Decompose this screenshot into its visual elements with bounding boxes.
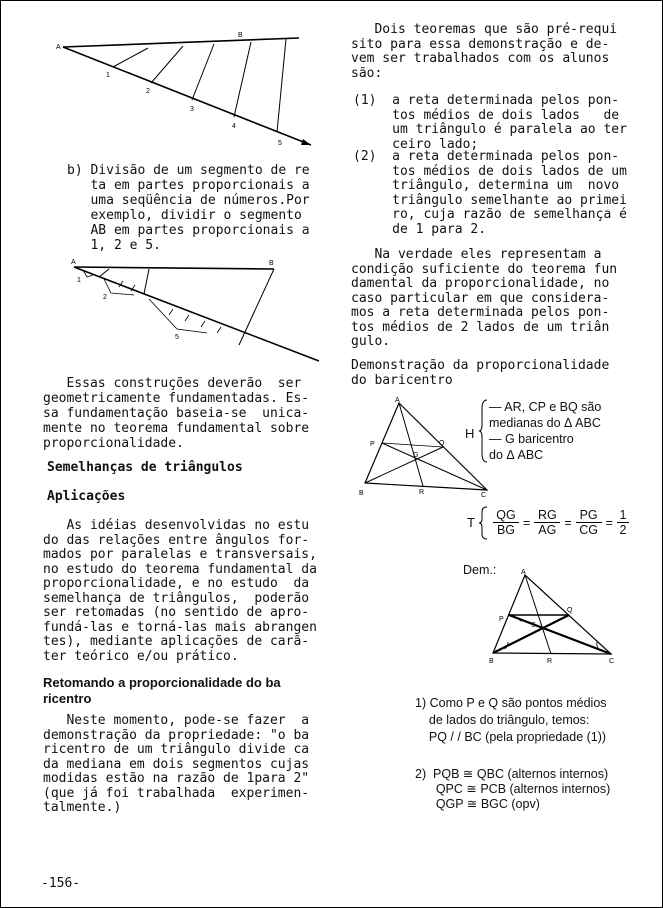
text-line: (1) a reta determinada pelos pon- bbox=[353, 93, 620, 108]
text-line: proporcionalidade. bbox=[43, 436, 184, 451]
tri2-label-b: B bbox=[489, 658, 494, 665]
step-line: QGP ≅ BGC (opv) bbox=[415, 797, 540, 811]
dem-label: Dem.: bbox=[463, 563, 497, 577]
heading-line: Retomando a proporcionalidade do ba bbox=[43, 675, 281, 690]
text-line: Na verdade eles representam a bbox=[351, 247, 602, 262]
text-line: b) Divisão de um segmento de re bbox=[67, 163, 310, 178]
tri1-label-g: G bbox=[413, 452, 419, 459]
text-line: tos médios de dois lados de bbox=[353, 107, 620, 123]
fraction-one-half bbox=[617, 508, 629, 537]
text-line: tes), mediante aplicações de carã- bbox=[43, 634, 310, 649]
text-line: demonstração da propriedade: "o ba bbox=[43, 727, 310, 743]
fraction-rg-ag bbox=[534, 508, 560, 537]
text-line: tos médios de 2 lados de um triân bbox=[351, 319, 610, 335]
figure-segment-division-1 bbox=[56, 29, 336, 159]
text-line: AB em partes proporcionais a bbox=[67, 223, 310, 238]
tri2-label-c: C bbox=[609, 658, 615, 665]
text-line: mente no teorema fundamental sobre bbox=[43, 421, 310, 436]
fraction-numerator: 1 bbox=[619, 508, 627, 522]
text-line: caso particular em que considera- bbox=[351, 290, 610, 306]
text-line: modidas estão na razão de 1para 2" bbox=[43, 771, 310, 786]
text-line: proporcionalidade, e no estudo da bbox=[43, 576, 310, 591]
text-line: sito para essa demonstração e de- bbox=[351, 36, 610, 52]
text-line: ricentro de um triângulo divide ca bbox=[43, 742, 310, 757]
text-line: condição suficiente do teorema fun bbox=[351, 261, 618, 277]
tri2-label-r: R bbox=[547, 658, 553, 665]
fraction-denominator: CG bbox=[579, 523, 598, 537]
equals-sign: = bbox=[523, 515, 531, 530]
step-line: 1) Como P e Q são pontos médios bbox=[415, 696, 607, 710]
tri2-label-q: Q bbox=[567, 607, 573, 614]
text-line: no estudo do teorema fundamental da bbox=[43, 561, 317, 577]
text-line: ser retomadas (no sentido de apro- bbox=[43, 605, 310, 620]
demonstration-step-2 bbox=[415, 767, 610, 812]
heading-aplicacoes: Aplicações bbox=[47, 489, 126, 504]
fig1-tick-5: 5 bbox=[278, 140, 282, 147]
text-line: um triângulo é paralela ao ter bbox=[353, 122, 627, 137]
hypothesis-line: — AR, CP e BQ são bbox=[489, 400, 602, 414]
fig2-tick-1: 1 bbox=[77, 277, 81, 284]
tri1-label-a: A bbox=[395, 397, 400, 404]
hypothesis-letter: H bbox=[465, 426, 475, 441]
text-line: ceiro lado; bbox=[353, 136, 479, 152]
text-line: do das relações entre ângulos for- bbox=[43, 532, 310, 548]
equals-sign: = bbox=[564, 515, 572, 530]
hypothesis-text bbox=[489, 399, 601, 463]
thesis-equation bbox=[493, 508, 629, 537]
text-line: da mediana em dois segmentos cujas bbox=[43, 756, 310, 772]
text-line: (2) a reta determinada pelos pon- bbox=[353, 149, 620, 164]
text-line: ro, cuja razão de semelhança é bbox=[353, 207, 627, 222]
heading-retomando bbox=[43, 675, 281, 707]
text-line: semelhança de triângulos, poderão bbox=[43, 590, 310, 606]
fraction-qg-bg bbox=[493, 508, 519, 537]
fig1-tick-1: 1 bbox=[106, 72, 110, 79]
fraction-denominator: 2 bbox=[619, 523, 627, 537]
tri2-label-s: S bbox=[531, 622, 536, 629]
text-line: fundá-las e torná-las mais abrangen bbox=[43, 619, 317, 635]
fig2-label-a: A bbox=[71, 259, 76, 266]
demonstration-step-1 bbox=[415, 695, 607, 746]
tri1-label-c: C bbox=[481, 492, 487, 499]
fig1-label-a: A bbox=[56, 44, 61, 51]
text-line: ter teórico e/ou prático. bbox=[43, 648, 239, 664]
tri1-label-p: P bbox=[370, 441, 375, 448]
fraction-denominator: AG bbox=[538, 523, 557, 537]
text-line: Dois teoremas que são pré-requi bbox=[351, 22, 618, 37]
fraction-pg-cg bbox=[576, 508, 602, 537]
tri2-label-a: A bbox=[521, 569, 526, 576]
text-line: Neste momento, pode-se fazer a bbox=[43, 713, 310, 728]
hypothesis-line: medianas do Δ ABC bbox=[489, 416, 601, 430]
fraction-numerator: PG bbox=[579, 508, 598, 522]
text-line: talmente.) bbox=[43, 800, 122, 815]
text-line: do baricentro bbox=[351, 373, 453, 388]
text-line: ta em partes proporcionais a bbox=[67, 178, 310, 193]
text-line: uma seqüência de números.Por bbox=[67, 193, 310, 208]
fraction-numerator: QG bbox=[496, 508, 516, 522]
hypothesis-line: — G baricentro bbox=[489, 432, 574, 446]
text-line: de 1 para 2. bbox=[353, 221, 487, 237]
text-line: As idéias desenvolvidas no estu bbox=[43, 518, 310, 533]
step-line: PQ / / BC (pela propriedade (1)) bbox=[415, 730, 607, 744]
step-line: de lados do triângulo, temos: bbox=[415, 713, 590, 727]
text-line: sa fundamentação baseia-se unica- bbox=[43, 406, 310, 421]
text-line: mos a reta determinada pelos pon- bbox=[351, 305, 610, 320]
text-line: triângulo, determina um novo bbox=[353, 178, 620, 193]
fig2-tick-5: 5 bbox=[175, 334, 179, 341]
equals-sign: = bbox=[605, 515, 613, 530]
text-line: vem ser trabalhados com os alunos bbox=[351, 51, 610, 66]
fig2-tick-2: 2 bbox=[103, 294, 107, 301]
step-line: 2) PQB ≅ QBC (alternos internos) bbox=[415, 767, 609, 781]
tri1-label-q: Q bbox=[439, 440, 445, 447]
text-line: tos médios de dois lados de um bbox=[353, 163, 627, 179]
text-line: mados por paralelas e transversais, bbox=[43, 547, 317, 562]
tri1-label-r: R bbox=[419, 489, 425, 496]
thesis-brace bbox=[479, 506, 489, 540]
hypothesis-brace bbox=[479, 399, 489, 463]
fraction-denominator: BG bbox=[496, 523, 516, 537]
text-line: 1, 2 e 5. bbox=[67, 238, 161, 253]
fig1-label-b: B bbox=[238, 32, 243, 39]
text-line: gulo. bbox=[351, 334, 391, 349]
heading-semelhancas: Semelhanças de triângulos bbox=[47, 460, 243, 475]
fig2-label-b: B bbox=[269, 260, 274, 267]
fig1-tick-3: 3 bbox=[190, 106, 194, 113]
tri2-label-p: P bbox=[499, 616, 504, 623]
thesis-letter: T bbox=[467, 515, 475, 530]
tri1-label-b: B bbox=[359, 490, 364, 497]
text-line: Essas construções deverão ser bbox=[43, 376, 302, 391]
text-line: Demonstração da proporcionalidade bbox=[351, 358, 610, 373]
figure-triangle-medians bbox=[357, 395, 497, 500]
text-line: geometricamente fundamentadas. Es- bbox=[43, 391, 310, 406]
text-line: são: bbox=[351, 65, 383, 81]
fig1-tick-4: 4 bbox=[232, 123, 236, 130]
figure-segment-division-2 bbox=[69, 257, 329, 367]
fraction-numerator: RG bbox=[537, 508, 557, 522]
hypothesis-line: do Δ ABC bbox=[489, 448, 544, 462]
fig1-tick-2: 2 bbox=[146, 88, 150, 95]
step-line: QPC ≅ PCB (alternos internos) bbox=[415, 782, 611, 796]
text-line: damental da proporcionalidade, no bbox=[351, 276, 610, 291]
figure-triangle-demonstration bbox=[485, 569, 625, 669]
heading-line: ricentro bbox=[43, 691, 92, 706]
page-number: -156- bbox=[41, 876, 81, 891]
text-line: (que já foi trabalhada experimen- bbox=[43, 785, 310, 801]
text-line: exemplo, dividir o segmento bbox=[67, 208, 302, 223]
text-line: triângulo semelhante ao primei bbox=[353, 192, 627, 208]
